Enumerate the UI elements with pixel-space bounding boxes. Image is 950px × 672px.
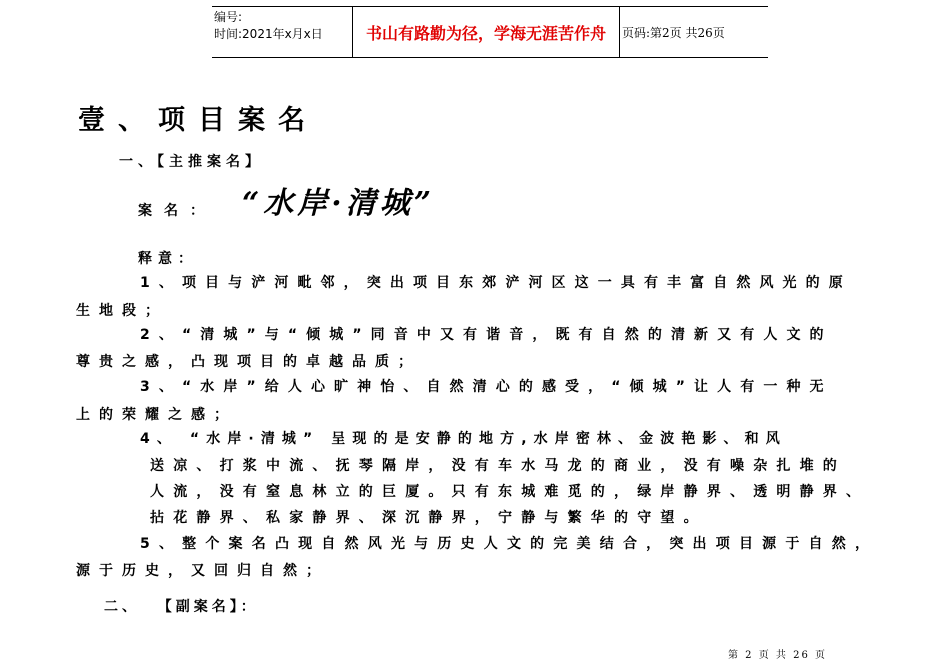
case-name: “水岸·清城” — [242, 186, 435, 221]
header-left — [214, 9, 360, 43]
body-line: 送凉、打浆中流、抚琴隔岸，没有车水马龙的商业，没有噪杂扎堆的 — [150, 458, 846, 474]
body-line: 上的荣耀之感； — [76, 407, 237, 423]
body-line: 5、整个案名凸现自然风光与历史人文的完美结合，突出项目源于自然， — [140, 536, 879, 552]
page-header — [212, 6, 768, 58]
body-line: 源于历史，又回归自然； — [76, 563, 329, 579]
body-line: 3、“水岸”给人心旷神怡、自然清心的感受，“倾城”让人有一种无 — [140, 379, 833, 395]
meaning-label: 释意： — [138, 251, 198, 267]
time-label: 时间:2021年x月x日 — [214, 27, 323, 41]
case-name-label: 案名： — [138, 203, 216, 219]
page-footer: 第 2 页 共 26 页 — [728, 650, 827, 661]
body-line: 2、“清城”与“倾城”同音中又有谐音，既有自然的清新又有人文的 — [140, 327, 833, 343]
body-line: 人流，没有窒息林立的巨厦。只有东城难觅的，绿岸静界、透明静界、 — [150, 484, 870, 500]
body-line: 1、项目与浐河毗邻，突出项目东郊浐河区这一具有丰富自然风光的原 — [140, 275, 852, 291]
header-motto: 书山有路勤为径，学海无涯苦作舟 — [352, 7, 620, 57]
body-line: 拈花静界、私家静界、深沉静界，宁静与繁华的守望。 — [150, 510, 707, 526]
number-label: 编号: — [214, 10, 243, 24]
body-line: 尊贵之感，凸现项目的卓越品质； — [76, 354, 421, 370]
body-line: 生地段； — [76, 303, 168, 319]
header-page-info: 页码:第2页 共26页 — [622, 25, 725, 40]
body-line: 4、 “水岸·清城” 呈现的是安静的地方,水岸密林、金波艳影、和风 — [140, 431, 787, 447]
section-heading-main-name: 一、【主推案名】 — [119, 154, 264, 170]
section-heading-sub-name: 二、 【副案名】： — [104, 599, 259, 615]
document-title: 壹、项目案名 — [78, 105, 318, 136]
